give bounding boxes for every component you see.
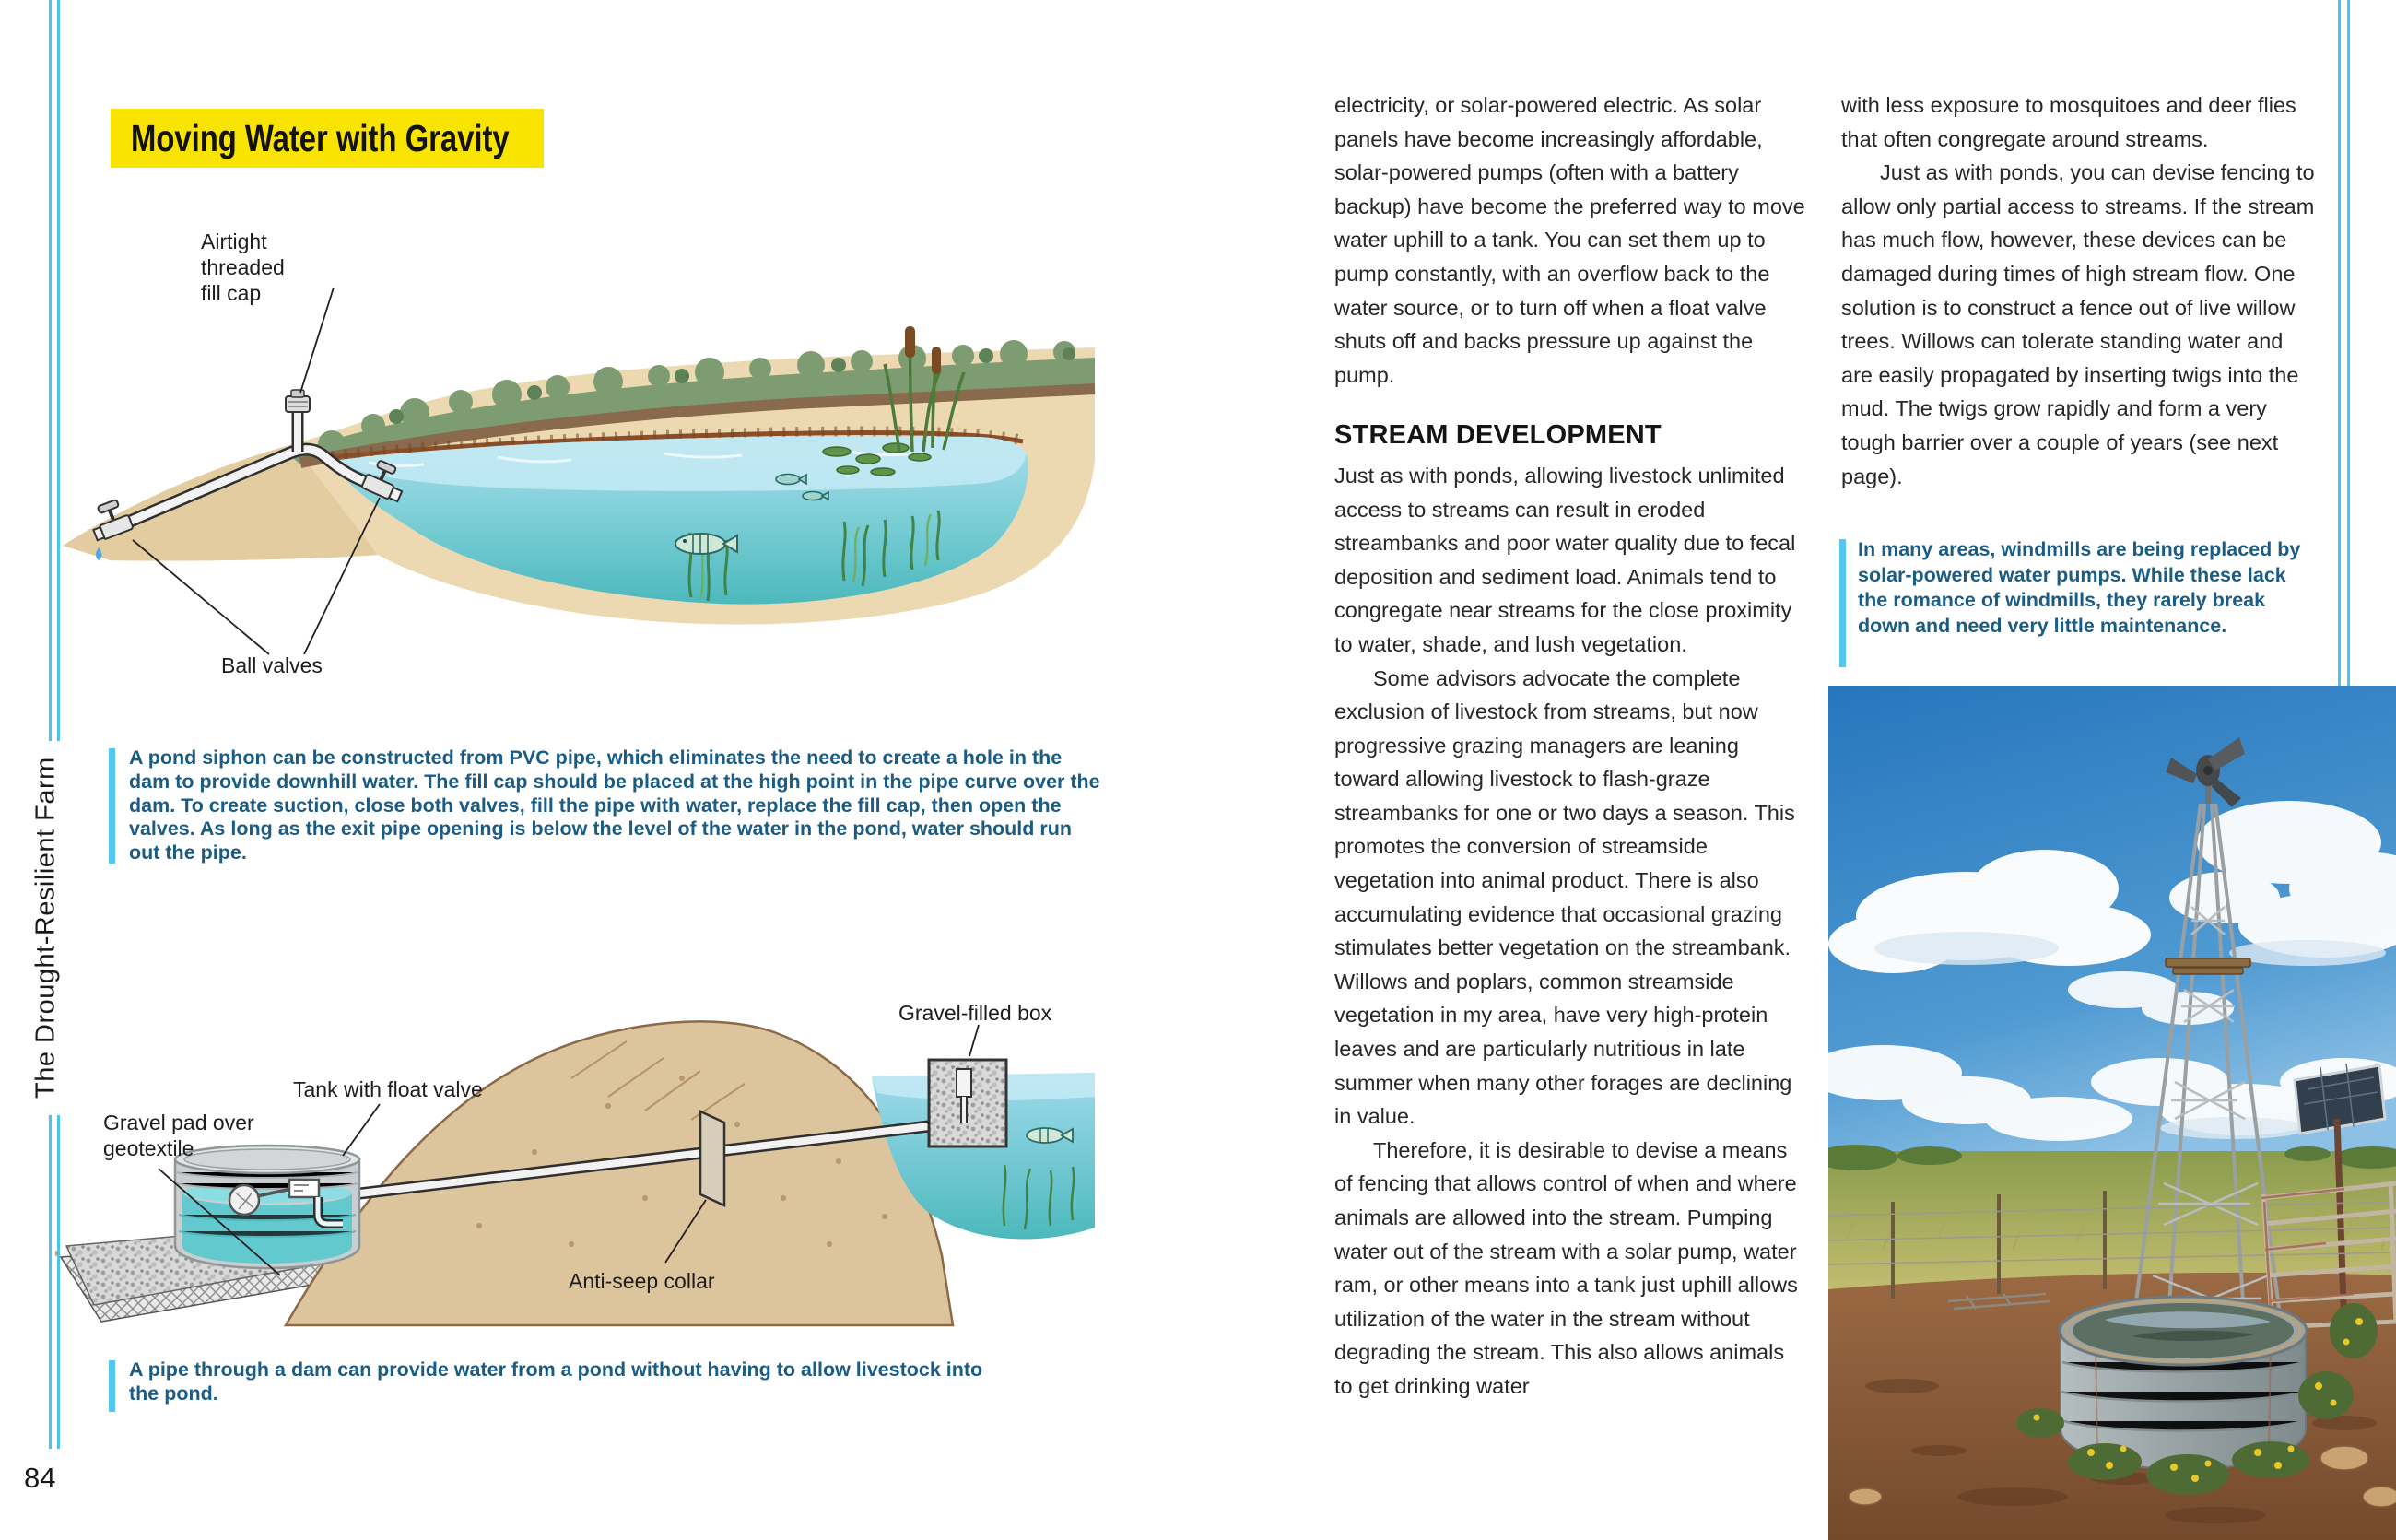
right-margin-rule-inner: [2347, 0, 2350, 686]
section-title: Moving Water with Gravity: [131, 116, 510, 159]
body-paragraph: Just as with ponds, you can devise fencing to allow only partial access to streams. If the stream has much flow, however, these devices can be damaged during times of high stream flow. One solution is to construct a fence out of live willow trees. Willows can tolerate standing water and are easily propagated by inserting twigs into the mud. The twigs grow rapidly and form a very tough barrier over a couple of years (see next page).: [1841, 160, 2315, 488]
label-gravel-pad: Gravel pad over geotextile: [103, 1111, 254, 1160]
windmill-photo: [1828, 686, 2396, 1540]
left-margin-rule-outer-top: [49, 0, 52, 741]
siphon-caption: A pond siphon can be constructed from PVC pipe, which eliminates the need to create a hole in the dam to provide downhill water. The fill cap should be placed at the high point in the pipe curve over the dam. To create suction, close both valves, fill the pipe with water, replace the fill cap, then open the valves. As long as the exit pipe opening is below the level of the water in the pond, water should run out the pipe.: [129, 746, 1100, 864]
page-number: 84: [24, 1462, 56, 1494]
label-tank-float-valve: Tank with float valve: [293, 1077, 483, 1101]
dam-pipe-caption-bar: [109, 1360, 115, 1412]
left-margin-rule-outer-bottom: [49, 1115, 52, 1449]
right-page-column-2: [1841, 88, 2315, 493]
section-title-highlight: [111, 109, 544, 168]
label-ball-valves: Ball valves: [221, 653, 323, 677]
label-gravel-filled-box: Gravel-filled box: [898, 1001, 1052, 1025]
label-anti-seep-collar: Anti-seep collar: [569, 1269, 715, 1293]
body-paragraph: Some advisors advocate the complete exclusion of livestock from streams, but now progressive grazing managers are leaning toward allowing livestock to flash-graze streambanks for one or two days a season. This promotes the conversion of streamside vegetation into animal product. There is also accumulating evidence that occasional grazing stimulates better vegetation on the streambank. Willows and poplars, common streamside vegetation in my area, have very high-protein leaves and are particularly nutritious in late summer when many other forages are declining in value.: [1334, 665, 1795, 1129]
label-airtight-fill-cap: Airtight threaded fill cap: [201, 229, 285, 305]
stream-development-heading: STREAM DEVELOPMENT: [1334, 420, 1662, 451]
sidebar-book-title: The Drought-Resilient Farm: [30, 757, 61, 1099]
right-page-column-1: [1334, 88, 1808, 1404]
dam-pipe-caption: A pipe through a dam can provide water from a pond without having to allow livestock into the pond.: [129, 1358, 983, 1405]
siphon-caption-bar: [109, 748, 115, 864]
photo-caption: In many areas, windmills are being replaced by solar-powered water pumps. While these lack the romance of windmills, they rarely break down and need very little maintenance.: [1858, 538, 2301, 637]
body-paragraph: electricity, or solar-powered electric. As solar panels have become increasingly affordable, solar-powered pumps (often with a battery backup) have become the preferred way to move water uphill to a tank. You can set them up to pump constantly, with an overflow back to the water source, or to turn off when a float valve shuts off and backs pressure up against the pump.: [1334, 93, 1805, 387]
photo-caption-bar: [1839, 539, 1846, 667]
body-paragraph: Therefore, it is desirable to devise a means of fencing that allows control of when and where animals are allowed into the stream. Pumping water out of the stream with a solar pump, water ram, or other means into a tank just uphill allows utilization of the water in the stream without degrading the stream. This also allows animals to get drinking water: [1334, 1137, 1798, 1398]
right-margin-rule-outer: [2338, 0, 2341, 686]
body-paragraph: with less exposure to mosquitoes and deer flies that often congregate around streams.: [1841, 93, 2296, 151]
body-paragraph: Just as with ponds, allowing livestock unlimited access to streams can result in eroded streambanks and poor water quality due to fecal deposition and sediment load. Animals tend to congregate near streams for the close proximity to water, shade, and lush vegetation.: [1334, 463, 1796, 656]
